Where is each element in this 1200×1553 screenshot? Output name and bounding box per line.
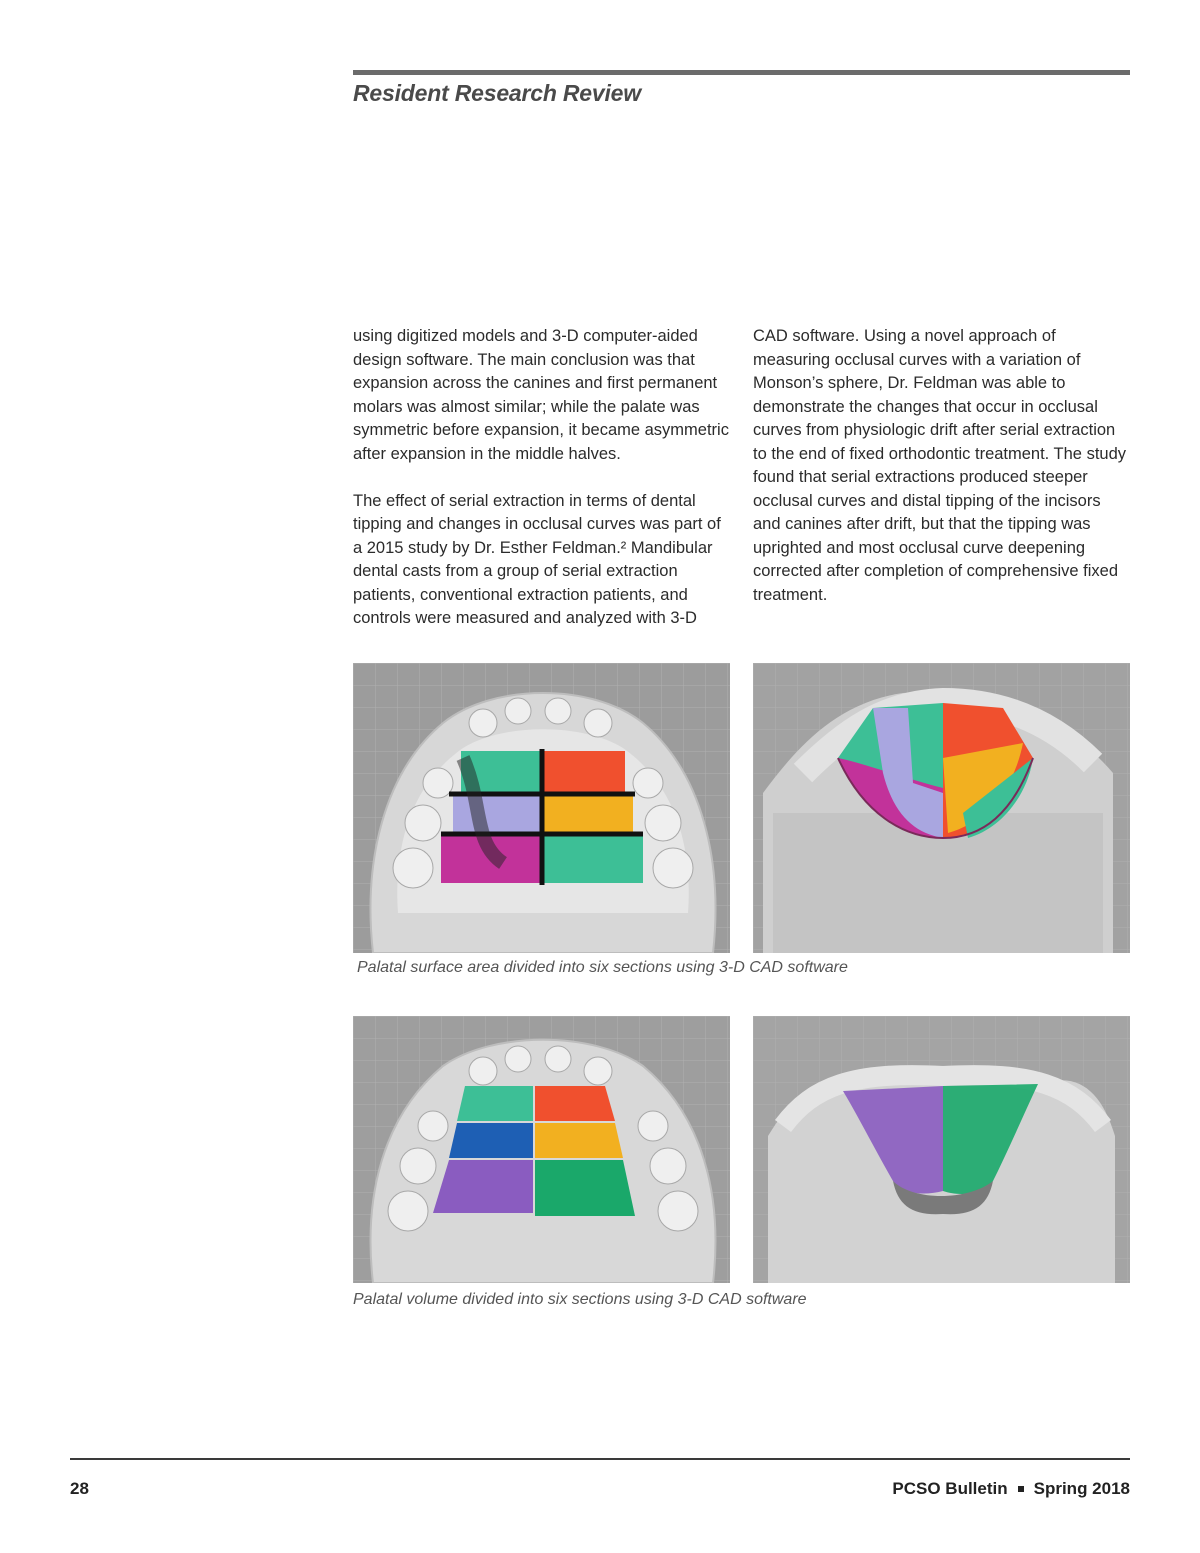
publication-info (892, 1479, 1130, 1499)
paragraph: CAD software. Using a novel approach of measuring occlusal curves with a variation of Monson’s sphere, Dr. Feldman was able to demonstrate the changes that occur in occlusal curves from physiologic drift after serial extraction to the end of fixed orthodontic treatment. The study found that serial extractions produced steeper occlusal curves and distal tipping of the incisors and canines after drift, but that the tipping was uprighted and most occlusal curve deepening corrected after completion of comprehensive fixed treatment. (753, 327, 1127, 604)
paragraph: using digitized models and 3-D computer-aided design software. The main conclusion was that expansion across the canines and first permanent molars was almost similar; while the palate was symmetric before expansion, it became asymmetric after expansion in the middle halves. (353, 327, 729, 463)
figure-caption-1: Palatal surface area divided into six sections using 3-D CAD software (357, 959, 848, 976)
figure-volume-occlusal (353, 1016, 730, 1283)
issue-label: Spring 2018 (1033, 1479, 1130, 1498)
article-left-column (353, 325, 731, 631)
article-right-column (753, 325, 1131, 607)
separator-square-icon (1018, 1486, 1024, 1492)
figure-caption-2: Palatal volume divided into six sections using 3-D CAD software (353, 1291, 807, 1308)
paragraph: The effect of serial extraction in terms of dental tipping and changes in occlusal curves was part of a 2015 study by Dr. Esther Feldman.² Mandibular dental casts from a group of serial extraction patients, conventional extraction patients, and controls were measured and analyzed with 3-D (353, 491, 721, 627)
footer-rule (70, 1458, 1130, 1460)
publication-name: PCSO Bulletin (892, 1479, 1008, 1498)
figure-surface-area-occlusal (353, 663, 730, 953)
page-number: 28 (70, 1479, 89, 1498)
figure-surface-area-frontal (753, 663, 1130, 953)
section-title: Resident Research Review (353, 80, 641, 106)
header-rule (353, 70, 1130, 75)
figure-volume-frontal (753, 1016, 1130, 1283)
